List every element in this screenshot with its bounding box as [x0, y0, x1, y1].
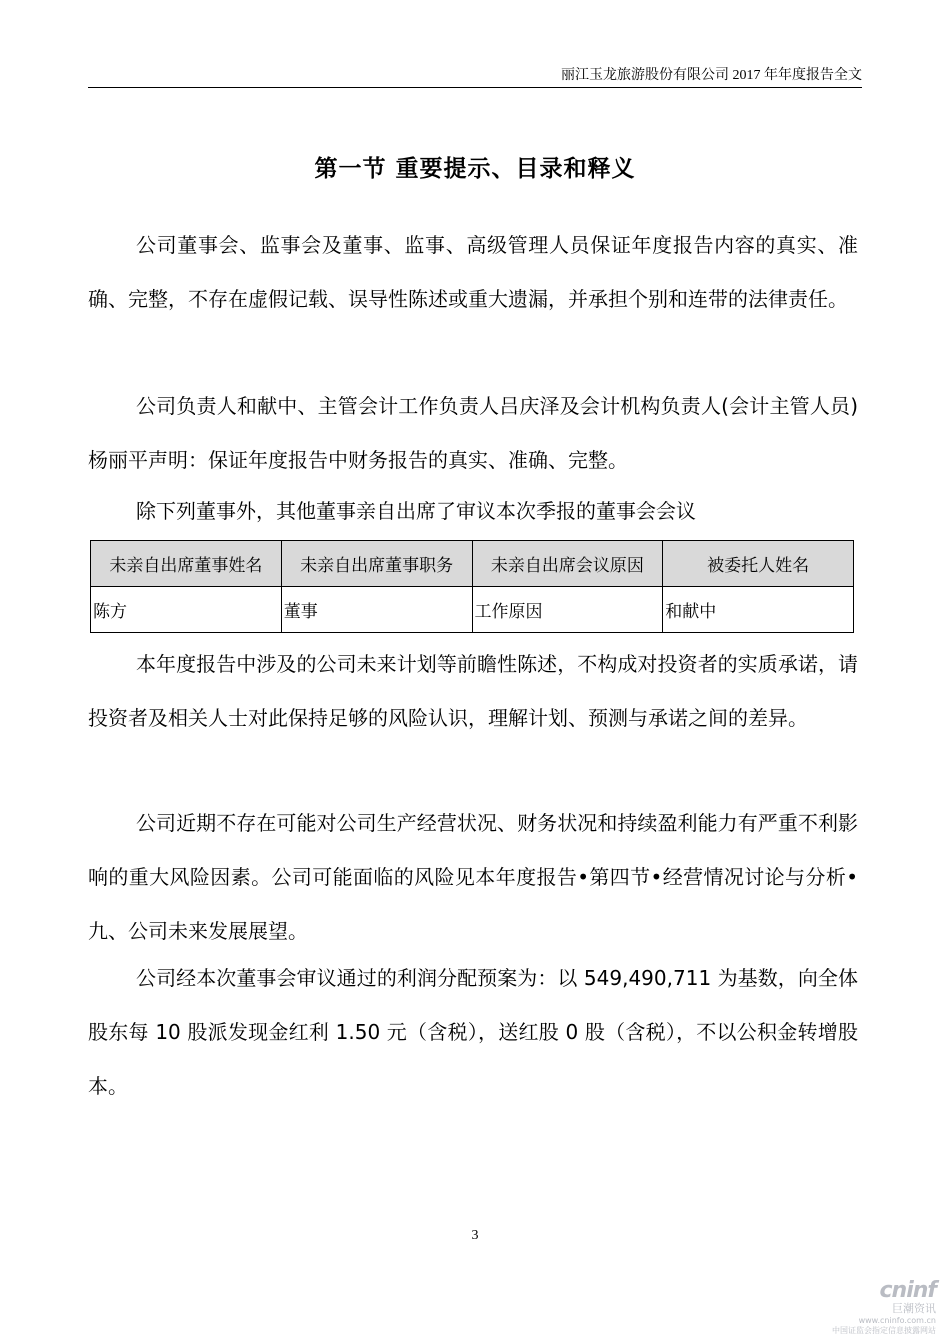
table-cell: 和献中: [663, 587, 854, 633]
column-header: 未亲自出席董事职务: [281, 541, 472, 587]
paragraph-profit-distribution: 公司经本次董事会审议通过的利润分配预案为：以 549,490,711 为基数，向全体股东每 10 股派发现金红利 1.50 元（含税），送红股 0 股（含税），不以公积金转增股本。: [88, 966, 858, 1098]
page-number: 3: [471, 1228, 479, 1243]
paragraph-absent-directors-intro: 除下列董事外，其他董事亲自出席了审议本次季报的董事会会议: [136, 499, 696, 523]
paragraph-board-guarantee: 公司董事会、监事会及董事、监事、高级管理人员保证年度报告内容的真实、准确、完整，不存在虚假记载、误导性陈述或重大遗漏，并承担个别和连带的法律责任。: [88, 233, 858, 311]
table-cell: 工作原因: [472, 587, 663, 633]
paragraph-risk-factors: 公司近期不存在可能对公司生产经营状况、财务状况和持续盈利能力有严重不利影响的重大风险因素。公司可能面临的风险见本年度报告•第四节•经营情况讨论与分析•九、公司未来发展展望。: [88, 811, 858, 943]
paragraph-responsible-persons: 公司负责人和献中、主管会计工作负责人吕庆泽及会计机构负责人(会计主管人员)杨丽平声明：保证年度报告中财务报告的真实、准确、完整。: [88, 394, 858, 472]
table-cell: 陈方: [91, 587, 282, 633]
watermark-logo: cninf: [879, 1278, 936, 1303]
header-divider: [88, 87, 862, 88]
cninfo-watermark: [826, 1278, 936, 1336]
column-header: 未亲自出席董事姓名: [91, 541, 282, 587]
column-header: 未亲自出席会议原因: [472, 541, 663, 587]
watermark-url: www.cninfo.com.cn: [858, 1316, 936, 1325]
column-header: 被委托人姓名: [663, 541, 854, 587]
table-row: [91, 587, 854, 633]
watermark-cn-name: 巨潮资讯: [892, 1302, 936, 1315]
running-header: 丽江玉龙旅游股份有限公司 2017 年年度报告全文: [561, 68, 862, 83]
watermark-subtitle: 中国证监会指定信息披露网站: [832, 1326, 936, 1335]
paragraph-forward-looking: 本年度报告中涉及的公司未来计划等前瞻性陈述，不构成对投资者的实质承诺，请投资者及相关人士对此保持足够的风险认识，理解计划、预测与承诺之间的差异。: [88, 652, 858, 730]
absent-directors-table: [90, 540, 854, 633]
table-header-row: [91, 541, 854, 587]
table-cell: 董事: [281, 587, 472, 633]
section-title: 第一节 重要提示、目录和释义: [314, 156, 636, 182]
